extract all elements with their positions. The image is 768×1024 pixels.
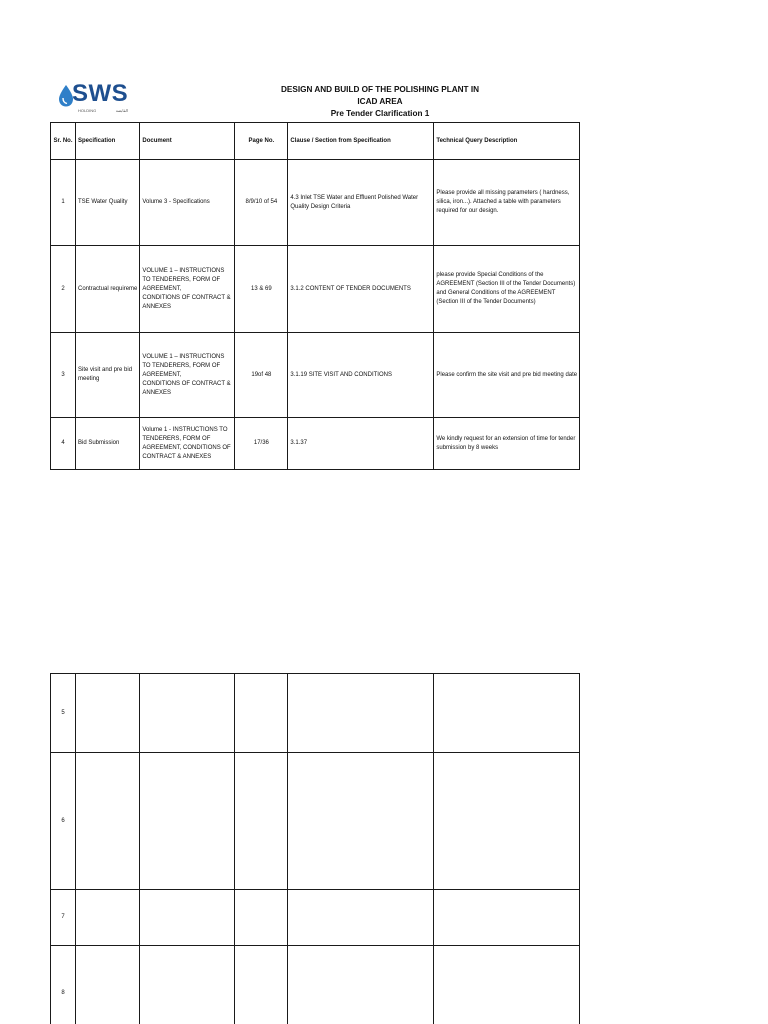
header-clause: Clause / Section from Specification (288, 123, 434, 160)
table-header-row (51, 123, 580, 160)
title-line-2: ICAD AREA (357, 97, 403, 106)
cell-page-no: 8/9/10 of 54 (235, 160, 288, 246)
continuation-table (50, 673, 580, 1024)
cell-specification: Bid Submission (76, 418, 140, 470)
cell-technical-query: We kindly request for an extension of time for tender submission by 8 weeks (434, 418, 580, 470)
cell-sr-no: 2 (51, 246, 76, 333)
header-specification: Specification (76, 123, 140, 160)
cell-empty (288, 890, 434, 946)
logo-wordmark: SWS (72, 80, 129, 107)
cell-sr-no: 7 (51, 890, 76, 946)
header-page-no: Page No. (235, 123, 288, 160)
cell-technical-query: Please confirm the site visit and pre bid meeting date (434, 333, 580, 418)
table-row (51, 753, 580, 890)
clarification-table (50, 122, 580, 470)
cell-specification: TSE Water Quality (76, 160, 140, 246)
cell-empty (434, 946, 580, 1024)
cell-sr-no: 3 (51, 333, 76, 418)
logo-subtitle (78, 108, 128, 113)
cell-page-no: 17/36 (235, 418, 288, 470)
cell-empty (434, 890, 580, 946)
cell-empty (76, 890, 140, 946)
cell-empty (140, 674, 235, 753)
cell-empty (235, 890, 288, 946)
cell-sr-no: 6 (51, 753, 76, 890)
cell-specification: Site visit and pre bid meeting (76, 333, 140, 418)
cell-empty (434, 753, 580, 890)
water-drop-icon (59, 85, 73, 107)
cell-empty (76, 946, 140, 1024)
cell-empty (235, 674, 288, 753)
table-row (51, 890, 580, 946)
table-row (51, 946, 580, 1024)
table-row (51, 160, 580, 246)
cell-empty (235, 946, 288, 1024)
cell-empty (235, 753, 288, 890)
table-row (51, 674, 580, 753)
table-row (51, 333, 580, 418)
cell-empty (288, 946, 434, 1024)
header-sr-no: Sr. No. (51, 123, 76, 160)
cell-sr-no: 8 (51, 946, 76, 1024)
cell-technical-query: please provide Special Conditions of the AGREEMENT (Section III of the Tender Documents) and General Conditions of the AGREEMENT (Section III of the Tender Documents) (434, 246, 580, 333)
cell-page-no: 19of 48 (235, 333, 288, 418)
cell-empty (140, 946, 235, 1024)
header-technical-query: Technical Query Description (434, 123, 580, 160)
cell-clause: 3.1.37 (288, 418, 434, 470)
sws-logo (59, 80, 131, 116)
cell-empty (288, 753, 434, 890)
cell-document: VOLUME 1 – INSTRUCTIONS TO TENDERERS, FORM OF AGREEMENT, CONDITIONS OF CONTRACT & ANNEXES (140, 333, 235, 418)
cell-clause: 3.1.19 SITE VISIT AND CONDITIONS (288, 333, 434, 418)
cell-clause: 3.1.2 CONTENT OF TENDER DOCUMENTS (288, 246, 434, 333)
cell-empty (76, 674, 140, 753)
cell-document: Volume 3 - Specifications (140, 160, 235, 246)
cell-sr-no: 4 (51, 418, 76, 470)
logo-sub-right: القابضة (115, 108, 128, 113)
cell-document: VOLUME 1 – INSTRUCTIONS TO TENDERERS, FORM OF AGREEMENT, CONDITIONS OF CONTRACT & ANNEXES (140, 246, 235, 333)
cell-sr-no: 5 (51, 674, 76, 753)
cell-empty (140, 753, 235, 890)
header-document: Document (140, 123, 235, 160)
logo-sub-left: HOLDING (78, 108, 97, 113)
table-row (51, 418, 580, 470)
table-row (51, 246, 580, 333)
cell-empty (434, 674, 580, 753)
cell-technical-query: Please provide all missing parameters ( hardness, silica, iron...). Attached a table with parameters required for our design. (434, 160, 580, 246)
cell-sr-no: 1 (51, 160, 76, 246)
cell-specification: Contractual requireme (76, 246, 140, 333)
cell-document: Volume 1 - INSTRUCTIONS TO TENDERERS, FORM OF AGREEMENT, CONDITIONS OF CONTRACT & ANNEXES (140, 418, 235, 470)
cell-page-no: 13 & 69 (235, 246, 288, 333)
title-line-1: DESIGN AND BUILD OF THE POLISHING PLANT IN (280, 85, 480, 94)
document-title-block (240, 84, 520, 120)
cell-empty (76, 753, 140, 890)
cell-empty (140, 890, 235, 946)
cell-empty (288, 674, 434, 753)
cell-clause: 4.3 Inlet TSE Water and Effluent Polished Water Quality Design Criteria (288, 160, 434, 246)
subtitle: Pre Tender Clarification 1 (330, 109, 430, 118)
